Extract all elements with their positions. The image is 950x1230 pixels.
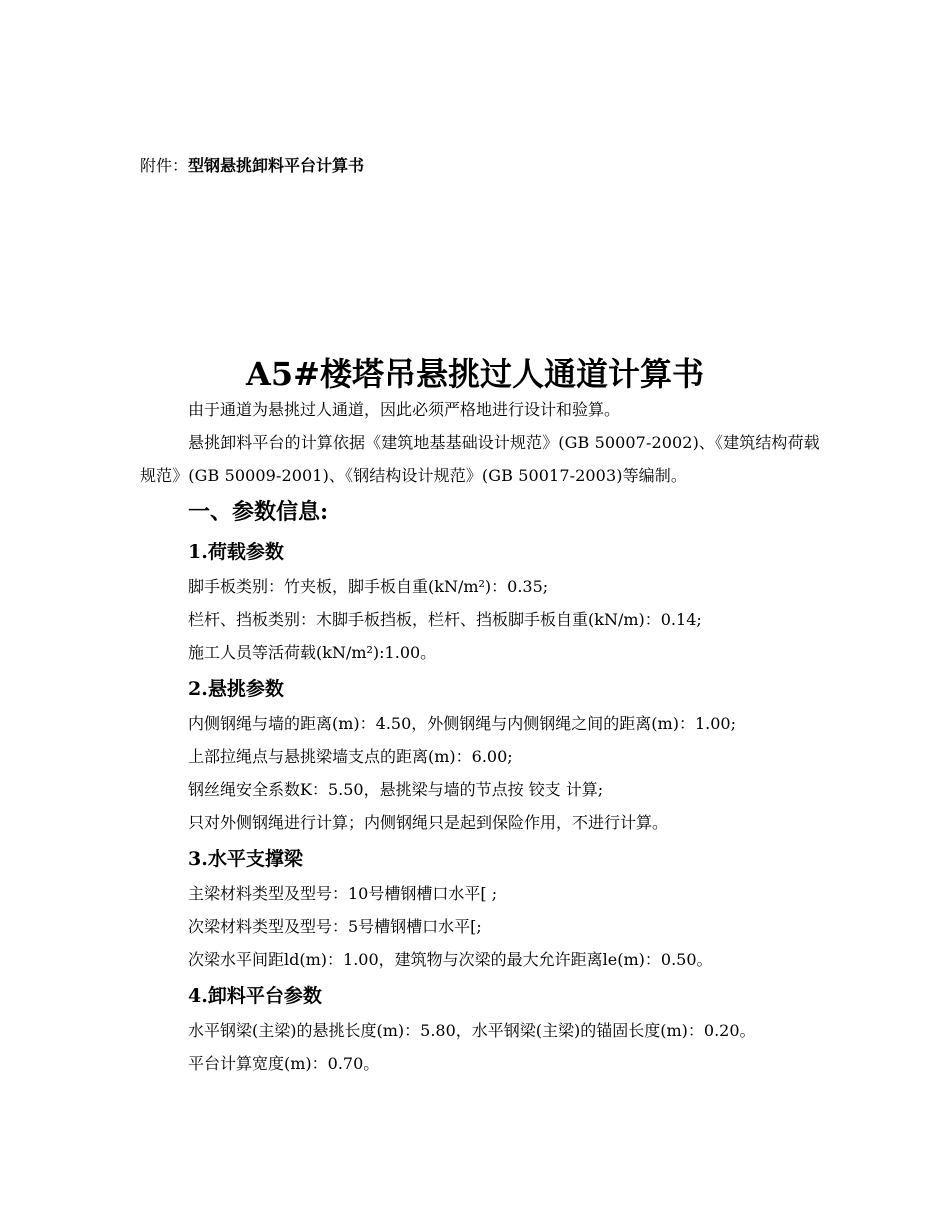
subsection-heading-platform: 4.卸料平台参数 — [188, 985, 322, 1007]
document-title: A5#楼塔吊悬挑过人通道计算书 — [246, 355, 704, 393]
beam-line-1: 主梁材料类型及型号：10号槽钢槽口水平[ ; — [188, 884, 498, 903]
beam-line-2: 次梁材料类型及型号：5号槽钢槽口水平[; — [188, 917, 482, 936]
load-line-2: 栏杆、挡板类别：木脚手板挡板，栏杆、挡板脚手板自重(kN/m)：0.14; — [188, 610, 702, 629]
attachment-title: 型钢悬挑卸料平台计算书 — [188, 156, 365, 175]
subsection-heading-beam: 3.水平支撑梁 — [188, 848, 303, 870]
section-heading-parameters: 一、参数信息: — [188, 499, 329, 525]
subsection-heading-cantilever: 2.悬挑参数 — [188, 678, 284, 700]
attachment-line — [140, 155, 364, 177]
load-line-3: 施工人员等活荷载(kN/m²):1.00。 — [188, 643, 437, 662]
subsection-heading-load: 1.荷载参数 — [188, 541, 284, 563]
document-body — [140, 393, 820, 1080]
cantilever-line-4: 只对外侧钢绳进行计算；内侧钢绳只是起到保险作用，不进行计算。 — [188, 813, 669, 832]
platform-paragraph: 水平钢梁(主梁)的悬挑长度(m)：5.80，水平钢梁(主梁)的锚固长度(m)：0.20。 — [188, 1021, 756, 1040]
platform-line-1: 平台计算宽度(m)：0.70。 — [188, 1054, 380, 1073]
load-line-1: 脚手板类别：竹夹板，脚手板自重(kN/m²)：0.35; — [188, 577, 549, 596]
cantilever-line-2: 上部拉绳点与悬挑梁墙支点的距离(m)：6.00; — [188, 747, 513, 766]
cantilever-line-1: 内侧钢绳与墙的距离(m)：4.50，外侧钢绳与内侧钢绳之间的距离(m)：1.00; — [188, 714, 736, 733]
attachment-label: 附件： — [140, 156, 189, 175]
cantilever-line-3: 钢丝绳安全系数K：5.50，悬挑梁与墙的节点按 铰支 计算; — [188, 780, 604, 799]
beam-line-3: 次梁水平间距ld(m)：1.00，建筑物与次梁的最大允许距离le(m)：0.50。 — [188, 950, 713, 969]
intro-paragraph-2: 悬挑卸料平台的计算依据《建筑地基基础设计规范》(GB 50007-2002)、《建筑结构荷载规范》(GB 50009-2001)、《钢结构设计规范》(GB 50017-2003)等编制。 — [140, 433, 820, 485]
intro-paragraph-1: 由于通道为悬挑过人通道，因此必须严格地进行设计和验算。 — [188, 400, 621, 419]
